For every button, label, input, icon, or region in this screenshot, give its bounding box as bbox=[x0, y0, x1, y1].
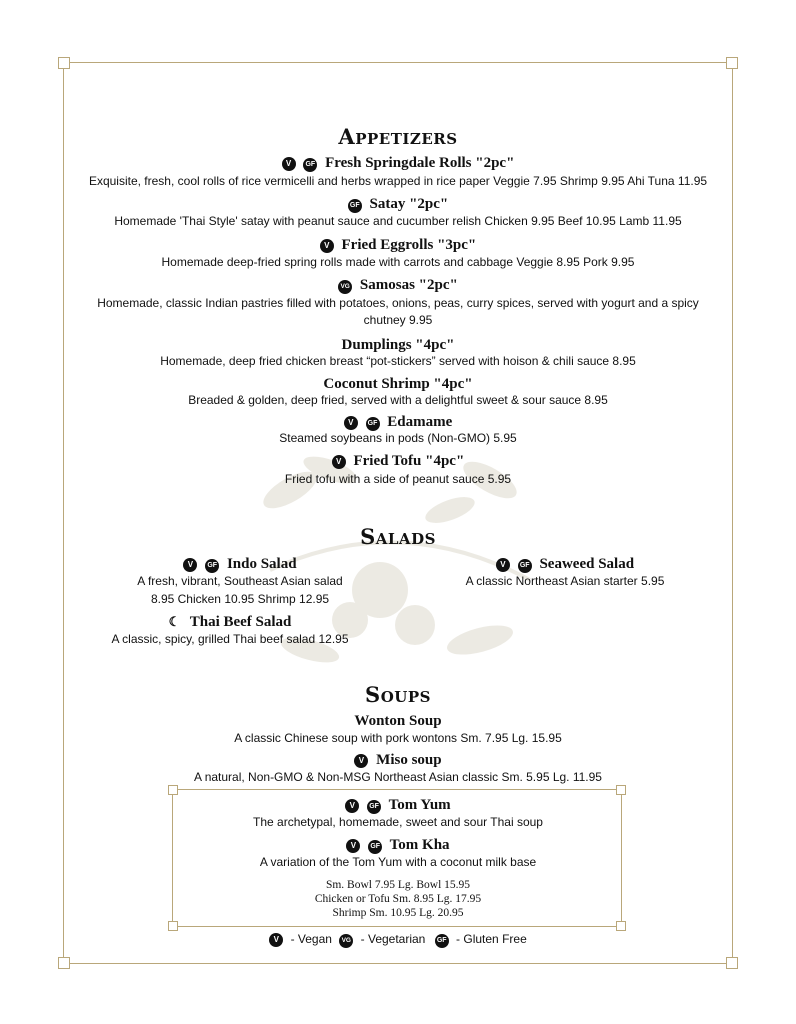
box-corner-ornament bbox=[168, 921, 178, 931]
vegan-badge-icon: V bbox=[269, 933, 283, 947]
menu-item-description: A classic, spicy, grilled Thai beef salad 12.95 bbox=[111, 632, 349, 646]
menu-item-name bbox=[63, 452, 733, 470]
item-name-text: Wonton Soup bbox=[354, 713, 442, 729]
menu-item-description: Breaded & golden, deep fried, served with a delightful sweet & sour sauce 8.95 bbox=[188, 393, 608, 407]
menu-item-description: Steamed soybeans in pods (Non-GMO) 5.95 bbox=[279, 431, 517, 445]
menu-item-name bbox=[100, 555, 380, 573]
dietary-legend bbox=[63, 931, 733, 948]
frame-corner-ornament bbox=[726, 57, 738, 69]
menu-item-description: A fresh, vibrant, Southeast Asian salad bbox=[137, 574, 343, 588]
gluten-free-badge-icon: GF bbox=[205, 559, 219, 573]
menu-item-name bbox=[63, 276, 733, 294]
item-name-text: Fried Eggrolls "3pc" bbox=[341, 237, 477, 253]
vegan-badge-icon: V bbox=[282, 157, 296, 171]
spicy-moon-icon: ☾ bbox=[168, 614, 181, 629]
item-name-text: Edamame bbox=[387, 414, 453, 430]
menu-item-description: Homemade deep-fried spring rolls made with carrots and cabbage Veggie 8.95 Pork 9.95 bbox=[161, 255, 635, 269]
vegan-badge-icon: V bbox=[320, 239, 334, 253]
menu-item-name bbox=[63, 195, 733, 213]
menu-item-name bbox=[63, 375, 733, 393]
vegan-badge-icon: V bbox=[344, 416, 358, 430]
item-name-text: Tom Kha bbox=[389, 837, 450, 853]
menu-item-name bbox=[63, 336, 733, 354]
gluten-free-badge-icon: GF bbox=[518, 559, 532, 573]
item-name-text: Satay "2pc" bbox=[369, 196, 449, 212]
box-corner-ornament bbox=[616, 785, 626, 795]
vegan-badge-icon: V bbox=[332, 455, 346, 469]
gluten-free-badge-icon: GF bbox=[368, 840, 382, 854]
item-name-text: Fried Tofu "4pc" bbox=[353, 453, 465, 469]
item-name-text: Samosas "2pc" bbox=[359, 277, 458, 293]
gluten-free-badge-icon: GF bbox=[303, 158, 317, 172]
menu-item-description: Homemade, deep fried chicken breast “pot-stickers” served with hoison & chili sauce 8.95 bbox=[160, 354, 636, 368]
legend-gluten-free-label: - Gluten Free bbox=[456, 932, 527, 946]
item-name-text: Indo Salad bbox=[226, 556, 297, 572]
box-corner-ornament bbox=[616, 921, 626, 931]
menu-item-description: A classic Northeast Asian starter 5.95 bbox=[465, 574, 665, 588]
frame-corner-ornament bbox=[58, 957, 70, 969]
menu-item-description-cont: chutney 9.95 bbox=[363, 313, 433, 327]
vegan-badge-icon: V bbox=[496, 558, 510, 572]
appetizers-heading: Appetizers bbox=[338, 124, 458, 149]
item-name-text: Miso soup bbox=[376, 752, 442, 768]
soup-price-line: Chicken or Tofu Sm. 8.95 Lg. 17.95 bbox=[314, 893, 482, 905]
menu-item-description: The archetypal, homemade, sweet and sour Thai soup bbox=[253, 815, 543, 829]
menu-item-name bbox=[63, 712, 733, 730]
vegetarian-badge-icon: VG bbox=[339, 934, 353, 948]
menu-item-description: Homemade, classic Indian pastries filled with potatoes, onions, peas, curry spices, served with yogurt and a spicy bbox=[97, 296, 699, 310]
vegan-badge-icon: V bbox=[345, 799, 359, 813]
frame-corner-ornament bbox=[726, 957, 738, 969]
menu-item-description: A variation of the Tom Yum with a coconut milk base bbox=[259, 855, 537, 869]
gluten-free-badge-icon: GF bbox=[435, 934, 449, 948]
box-corner-ornament bbox=[168, 785, 178, 795]
salads-heading: Salads bbox=[360, 524, 436, 549]
vegan-badge-icon: V bbox=[183, 558, 197, 572]
item-name-text: Tom Yum bbox=[388, 797, 451, 813]
menu-item-name bbox=[430, 555, 700, 573]
soup-price-line: Shrimp Sm. 10.95 Lg. 20.95 bbox=[332, 907, 464, 919]
vegetarian-badge-icon: VG bbox=[338, 280, 352, 294]
menu-item-description: Homemade 'Thai Style' satay with peanut sauce and cucumber relish Chicken 9.95 Beef 10.95 Lamb 11.95 bbox=[114, 214, 682, 228]
menu-item-description: Exquisite, fresh, cool rolls of rice vermicelli and herbs wrapped in rice paper Veggie 7.95 Shrimp 9.95 Ahi Tuna 11.95 bbox=[88, 174, 708, 188]
gluten-free-badge-icon: GF bbox=[348, 199, 362, 213]
soups-heading: Soups bbox=[365, 682, 431, 707]
menu-item-name bbox=[63, 236, 733, 254]
vegan-badge-icon: V bbox=[346, 839, 360, 853]
soup-price-line: Sm. Bowl 7.95 Lg. Bowl 15.95 bbox=[325, 879, 471, 891]
menu-item-name bbox=[63, 796, 733, 814]
item-name-text: Thai Beef Salad bbox=[189, 614, 292, 630]
frame-corner-ornament bbox=[58, 57, 70, 69]
legend-vegetarian-label: - Vegetarian bbox=[360, 932, 426, 946]
item-name-text: Coconut Shrimp "4pc" bbox=[323, 376, 473, 392]
item-name-text: Dumplings "4pc" bbox=[341, 337, 455, 353]
item-name-text: Fresh Springdale Rolls "2pc" bbox=[325, 155, 515, 171]
menu-item-name bbox=[63, 413, 733, 431]
menu-item-description: Fried tofu with a side of peanut sauce 5.95 bbox=[284, 472, 512, 486]
menu-item-name bbox=[63, 751, 733, 769]
vegan-badge-icon: V bbox=[354, 754, 368, 768]
menu-item-name bbox=[63, 836, 733, 854]
legend-vegan-label: - Vegan bbox=[290, 932, 332, 946]
menu-item-name bbox=[63, 154, 733, 172]
menu-item-description: A classic Chinese soup with pork wontons Sm. 7.95 Lg. 15.95 bbox=[234, 731, 562, 745]
gluten-free-badge-icon: GF bbox=[367, 800, 381, 814]
menu-item-name bbox=[95, 613, 365, 631]
menu-item-description-cont: 8.95 Chicken 10.95 Shrimp 12.95 bbox=[150, 592, 330, 606]
item-name-text: Seaweed Salad bbox=[539, 556, 635, 572]
menu-item-description: A natural, Non-GMO & Non-MSG Northeast Asian classic Sm. 5.95 Lg. 11.95 bbox=[194, 770, 602, 784]
gluten-free-badge-icon: GF bbox=[366, 417, 380, 431]
